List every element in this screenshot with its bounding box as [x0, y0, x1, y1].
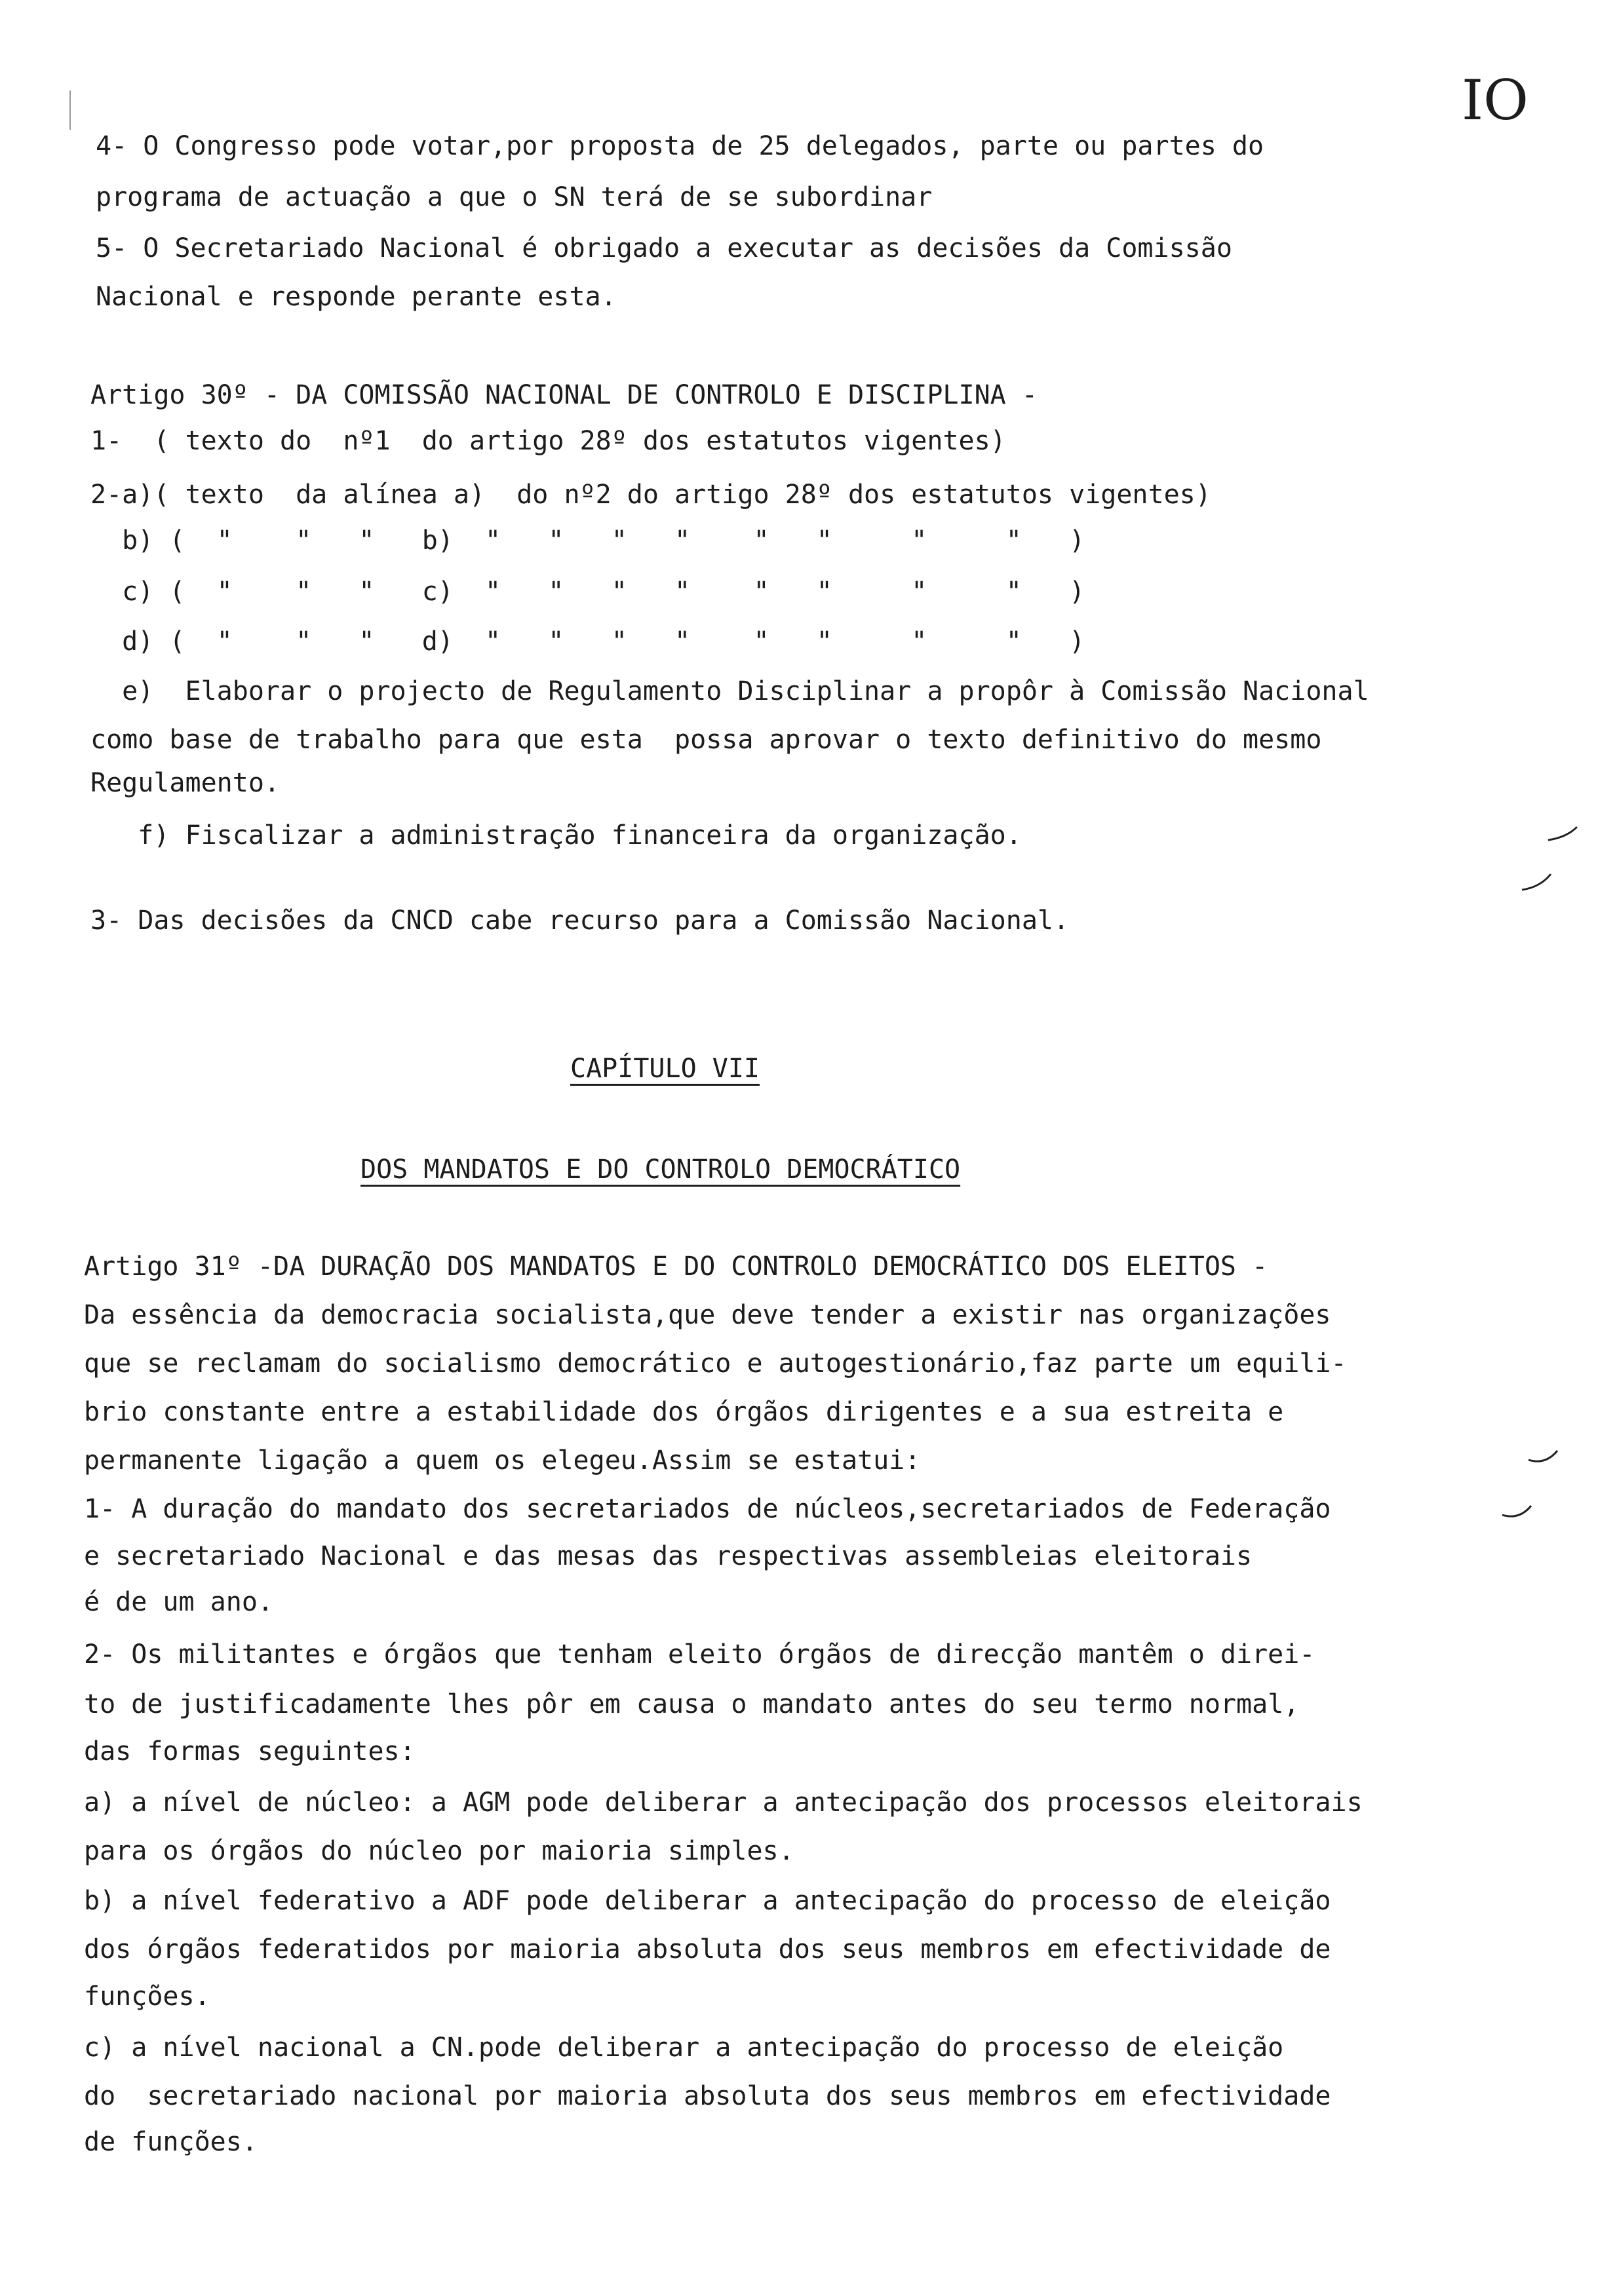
article-31-item-2b-line-2: dos órgãos federatidos por maioria absoluta dos seus membros em efectividade de: [84, 1934, 1331, 1964]
article-30-item-2b: b) ( " " " b) " " " " " " " " ): [90, 526, 1085, 556]
item-4-line-1: 4- O Congresso pode votar,por proposta de 25 delegados, parte ou partes do: [96, 131, 1264, 161]
item-5-line-2: Nacional e responde perante esta.: [96, 282, 617, 312]
article-31-item-1-line-2: e secretariado Nacional e das mesas das respectivas assembleias eleitorais: [84, 1541, 1253, 1571]
article-31-item-2b-line-3: funções.: [84, 1981, 210, 2012]
article-31-item-1-line-3: é de um ano.: [84, 1587, 273, 1617]
article-31-intro-line-4: permanente ligação a quem os elegeu.Assim se estatui:: [84, 1445, 921, 1476]
article-31-intro-line-2: que se reclamam do socialismo democrático e autogestionário,faz parte um equili-: [84, 1349, 1347, 1379]
article-31-item-2-line-1: 2- Os militantes e órgãos que tenham eleito órgãos de direcção mantêm o direi-: [84, 1639, 1315, 1670]
chapter-title: CAPÍTULO VII: [570, 1054, 760, 1084]
item-5-line-1: 5- O Secretariado Nacional é obrigado a executar as decisões da Comissão: [96, 233, 1232, 263]
article-31-item-2c-line-2: do secretariado nacional por maioria absoluta dos seus membros em efectividade: [84, 2081, 1331, 2111]
article-30-item-1: 1- ( texto do nº1 do artigo 28º dos estatutos vigentes): [90, 426, 1006, 456]
article-31-item-2-line-2: to de justificadamente lhes pôr em causa o mandato antes do seu termo normal,: [84, 1689, 1300, 1719]
article-30-title: Artigo 30º - DA COMISSÃO NACIONAL DE CONTROLO E DISCIPLINA -: [90, 380, 1038, 410]
article-31-item-1-line-1: 1- A duração do mandato dos secretariados de núcleos,secretariados de Federação: [84, 1494, 1331, 1524]
article-31-item-2a-line-1: a) a nível de núcleo: a AGM pode deliberar a antecipação dos processos eleitorais: [84, 1788, 1363, 1818]
item-4-line-2: programa de actuação a que o SN terá de se subordinar: [96, 182, 933, 212]
article-31-item-2b-line-1: b) a nível federativo a ADF pode deliberar a antecipação do processo de eleição: [84, 1886, 1331, 1916]
article-31-item-2c-line-1: c) a nível nacional a CN.pode deliberar a antecipação do processo de eleição: [84, 2033, 1284, 2063]
article-30-item-2d: d) ( " " " d) " " " " " " " " ): [90, 626, 1085, 657]
article-30-item-2e-line-3: Regulamento.: [90, 768, 280, 798]
margin-check-mark: [1521, 871, 1553, 894]
article-31-item-2a-line-2: para os órgãos do núcleo por maioria simples.: [84, 1836, 794, 1866]
article-30-item-2a: 2-a)( texto da alínea a) do nº2 do artigo 28º dos estatutos vigentes): [90, 480, 1211, 510]
article-30-item-2c: c) ( " " " c) " " " " " " " " ): [90, 577, 1085, 607]
article-30-item-2e-line-2: como base de trabalho para que esta possa aprovar o texto definitivo do mesmo: [90, 725, 1322, 755]
left-margin-tick: [68, 90, 72, 130]
article-30-item-3: 3- Das decisões da CNCD cabe recurso para a Comissão Nacional.: [90, 906, 1070, 936]
chapter-subtitle: DOS MANDATOS E DO CONTROLO DEMOCRÁTICO: [360, 1155, 961, 1185]
article-30-item-2f: f) Fiscalizar a administração financeira da organização.: [90, 820, 1022, 851]
article-31-item-2-line-3: das formas seguintes:: [84, 1736, 416, 1767]
article-31-item-2c-line-3: de funções.: [84, 2127, 258, 2157]
article-31-title: Artigo 31º -DA DURAÇÃO DOS MANDATOS E DO CONTROLO DEMOCRÁTICO DOS ELEITOS -: [84, 1252, 1268, 1282]
article-31-intro-line-1: Da essência da democracia socialista,que deve tender a existir nas organizações: [84, 1300, 1331, 1330]
page-number: IO: [1462, 68, 1529, 132]
margin-check-mark: [1527, 1447, 1560, 1466]
article-30-item-2e-line-1: e) Elaborar o projecto de Regulamento Disciplinar a propôr à Comissão Nacional: [90, 676, 1369, 706]
margin-check-mark: [1547, 824, 1580, 844]
margin-check-mark: [1501, 1502, 1534, 1521]
article-31-intro-line-3: brio constante entre a estabilidade dos órgãos dirigentes e a sua estreita e: [84, 1397, 1284, 1427]
